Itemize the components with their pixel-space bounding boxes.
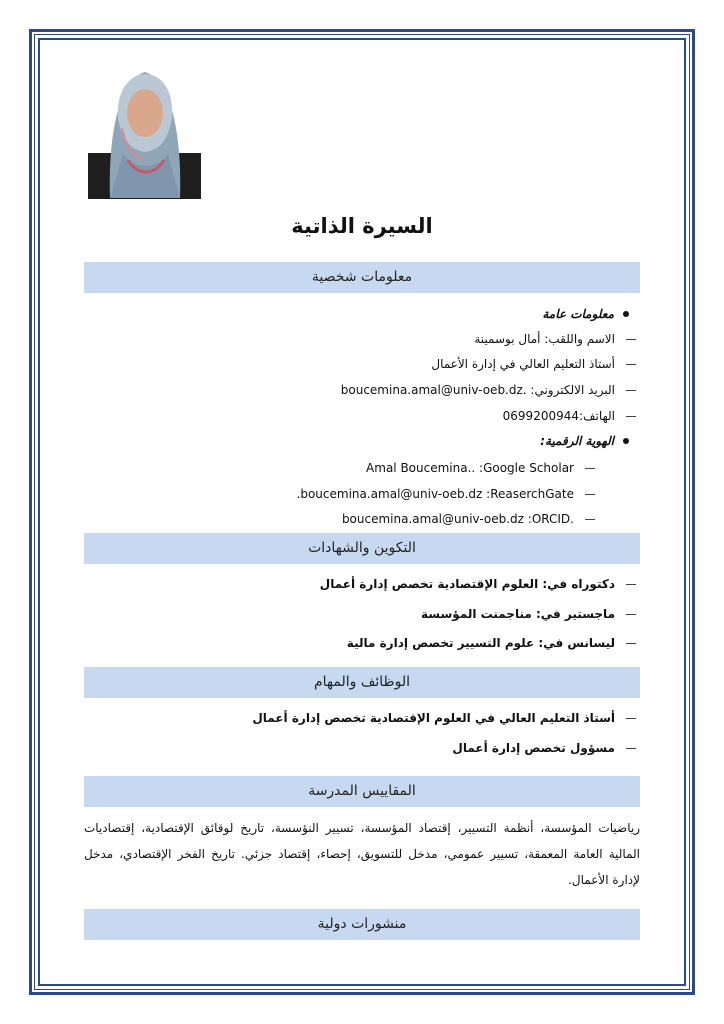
section-header-courses: المقاييس المدرسة: [84, 776, 640, 807]
job-item: أستاذ التعليم العالي في العلوم الإقتصادية تخصص إدارة أعمال: [252, 711, 615, 725]
dash: [626, 643, 636, 644]
section-header-personal: معلومات شخصية: [84, 262, 640, 293]
bullet: [623, 311, 629, 317]
education-item: دكتوراه في: العلوم الإقتصادية تخصص إدارة أعمال: [319, 577, 615, 591]
dash: [626, 614, 636, 615]
section-header-jobs: الوظائف والمهام: [84, 667, 640, 698]
name-line: الاسم واللقب: أمال بوسمينة: [474, 332, 615, 346]
dash: [626, 584, 636, 585]
dash: [585, 468, 595, 469]
section-header-education: التكوين والشهادات: [84, 533, 640, 564]
email-line: البريد الالكتروني: .boucemina.amal@univ-oeb.dz: [340, 383, 615, 397]
dash: [626, 718, 636, 719]
dash: [626, 748, 636, 749]
dash: [585, 519, 595, 520]
dash: [626, 390, 636, 391]
digital-identity-heading: الهوية الرقمية:: [540, 434, 614, 448]
position-line: أستاذ التعليم العالي في إدارة الأعمال: [431, 357, 615, 371]
profile-photo: [88, 58, 201, 199]
education-item: ليسانس في: علوم التسيير تخصص إدارة مالية: [346, 636, 615, 650]
education-item: ماجستير في: مناجمنت المؤسسة: [421, 607, 615, 621]
orcid-line: .boucemina.amal@univ-oeb.dz :ORCID: [341, 512, 574, 526]
bullet: [623, 438, 629, 444]
courses-paragraph: رياضيات المؤسسة، أنظمة التسيير، إقتصاد المؤسسة، تسيير النؤسسة، تاريخ لوقائق الإقتصادية، إقتصاديات المالية العامة المعمقة، تسيير عمومي، مدخل للتسويق، إحصاء، إقتصاد جزئي. تاريخ الفخر الإقتصادي، مدخل لإدارة الأعمال.: [84, 821, 640, 887]
dash: [626, 339, 636, 340]
dash: [585, 494, 595, 495]
phone-line: الهاتف:0699200944: [502, 409, 615, 423]
section-header-publications: منشورات دولية: [84, 909, 640, 940]
page-title: السيرة الذاتية: [291, 214, 433, 238]
dash: [626, 416, 636, 417]
researchgate-line: boucemina.amal@univ-oeb.dz :ReaserchGate.: [296, 487, 574, 501]
dash: [626, 364, 636, 365]
job-item: مسؤول تخصص إدارة أعمال: [452, 741, 615, 755]
google-scholar-line: Amal Boucemina.. :Google Scholar: [366, 461, 574, 475]
general-info-heading: معلومات عامة: [542, 307, 614, 321]
